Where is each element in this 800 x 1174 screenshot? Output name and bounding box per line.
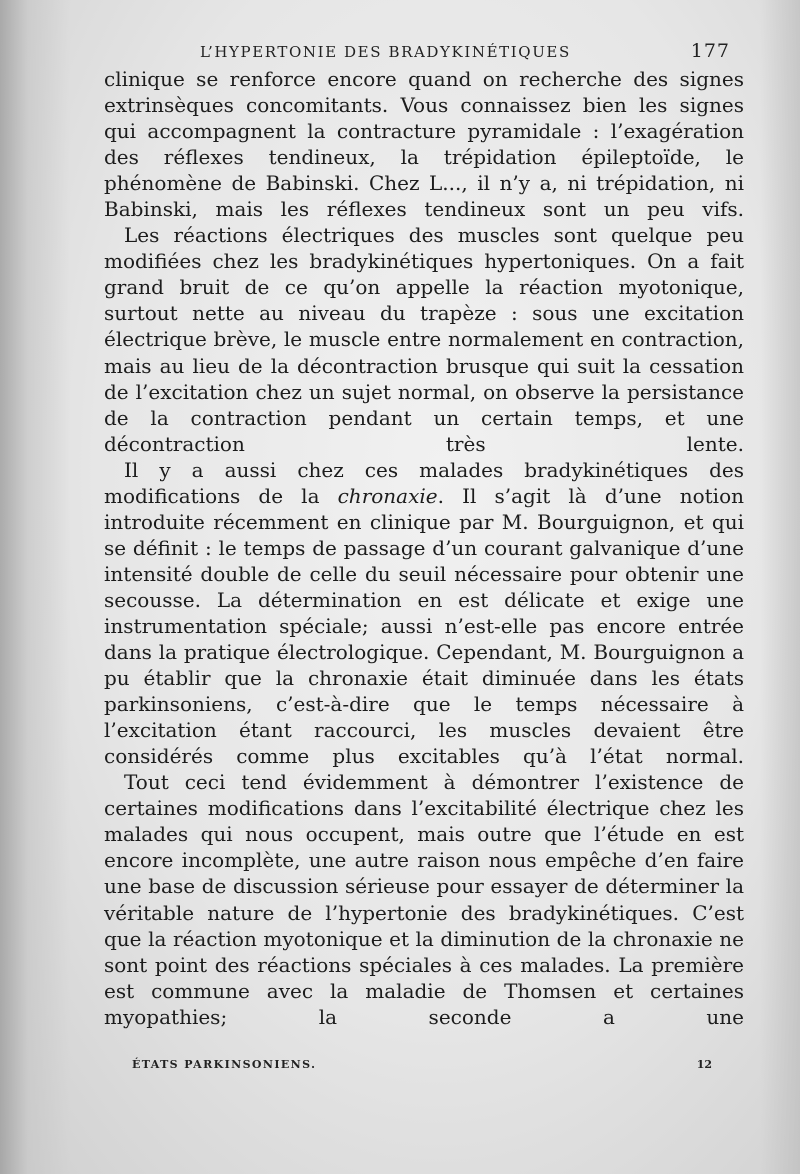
paragraph-1: clinique se renforce encore quand on recherche des signes extrinsèques concomitants. Vous connaissez bien les signes qui accompagnent la contracture pyramidale : l’exagération des réflexes tendineux, la trépidation épileptoïde, le phénomène de Babinski. Chez L..., il n’y a, ni trépidation, ni Babinski, mais les réflexes tendineux sont un peu vifs. (104, 67, 744, 222)
paragraph-3-text-before: Il y a aussi chez ces malades bradykinétiques des modifications de la (104, 457, 744, 508)
page-footer (132, 1058, 712, 1071)
paragraph-4: Tout ceci tend évidemment à démontrer l’existence de certaines modifications dans l’excitabilité électrique chez les malades qui nous occupent, mais outre que l’étude en est encore incomplète, une autre raison nous empêche d’en faire une base de discussion sérieuse pour essayer de déterminer la véritable nature de l’hypertonie des bradykinétiques. C’est que la réaction myotonique et la diminution de la chronaxie ne sont point des réactions spéciales à ces malades. La première est commune avec la maladie de Thomsen et certaines myopathies; la seconde a une (104, 770, 744, 1029)
paragraph-3 (104, 457, 744, 770)
body-text (104, 66, 744, 1030)
paragraph-3-text-after: . Il s’agit là d’une notion introduite récemment en clinique par M. Bourguignon, et qui se définit : le temps de passage d’un courant galvanique d’une intensité double de celle du seuil nécessaire pour obtenir une secousse. La détermination en est délicate et exige une instrumentation spéciale; aussi n’est-elle pas encore entrée dans la pratique électrologique. Cependant, M. Bourguignon a pu établir que la chronaxie était diminuée dans les états parkinsoniens, c’est-à-dire que le temps nécessaire à l’excitation étant raccourci, les muscles devaient être considérés comme plus excitables qu’à l’état normal. (104, 483, 744, 769)
running-head (200, 40, 730, 62)
page-edge-shadow (760, 0, 800, 1174)
chronaxie-emphasis: chronaxie (337, 483, 438, 508)
binding-gutter-shadow (0, 0, 70, 1174)
paragraph-2: Les réactions électriques des muscles sont quelque peu modifiées chez les bradykinétiques hypertoniques. On a fait grand bruit de ce qu’on appelle la réaction myotonique, surtout nette au niveau du trapèze : sous une excitation électrique brève, le muscle entre normalement en contraction, mais au lieu de la décontraction brusque qui suit la cessation de l’excitation chez un sujet normal, on observe la persistance de la contraction pendant un certain temps, et une décontraction très lente. (104, 223, 744, 456)
footer-signature: ÉTATS PARKINSONIENS. (132, 1058, 317, 1071)
page-number: 177 (690, 40, 730, 62)
footer-sheet-number: 12 (696, 1058, 712, 1071)
running-title: L’HYPERTONIE DES BRADYKINÉTIQUES (200, 43, 571, 61)
